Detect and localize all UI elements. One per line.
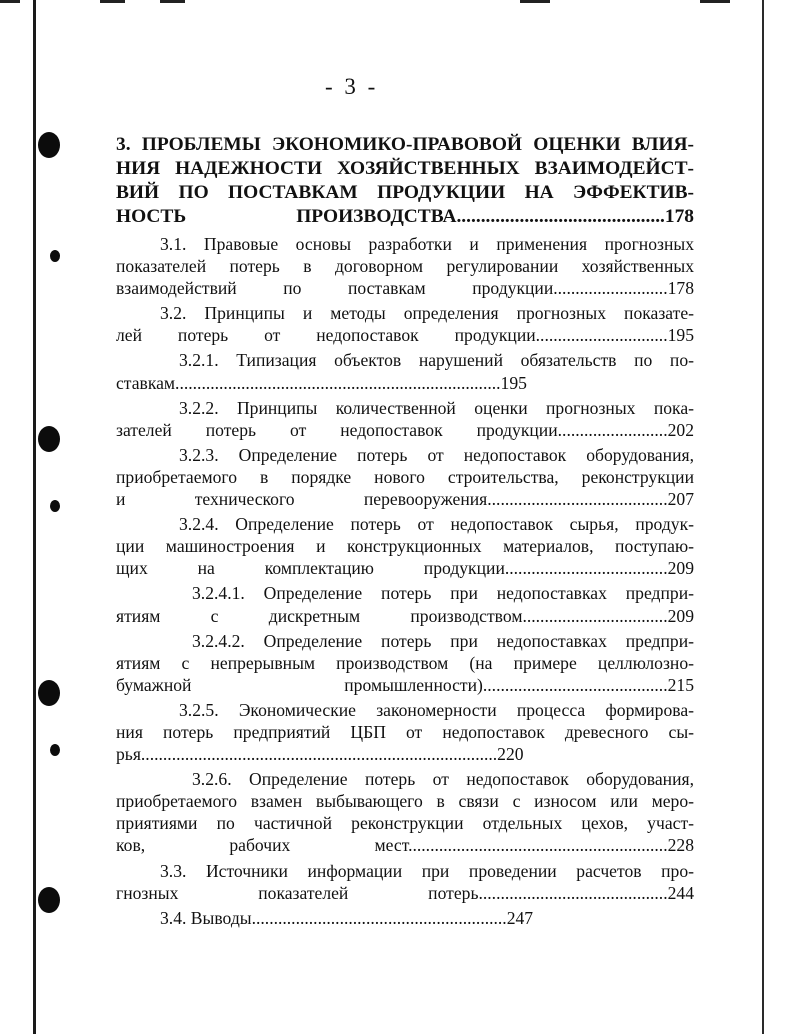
toc-line: гнозных показателей потерь...........................................244	[116, 882, 694, 903]
toc-entry-3-2-1	[116, 349, 694, 393]
toc-line: приобретаемого взамен выбывающего в связи с износом или меро-	[116, 791, 694, 812]
toc-line: 3.1. Правовые основы разработки и применения прогнозных	[160, 234, 694, 254]
toc-line: 3.2.4. Определение потерь от недопоставок сырья, продук-	[179, 514, 694, 535]
toc-line: 3.2.2. Принципы количественной оценки прогнозных пока-	[179, 397, 694, 418]
toc-line: бумажной промышленности)..........................................215	[116, 674, 694, 695]
toc-line: ятиям с дискретным производством.................................209	[116, 605, 694, 626]
toc-line: щих на комплектацию продукции.....................................209	[116, 558, 694, 579]
toc-entry-3-3	[116, 860, 694, 904]
toc-entry-3-2-6	[116, 768, 694, 856]
toc-line: 3.3. Источники информации при проведении расчетов про-	[160, 860, 694, 881]
toc-entry-3-2-4-1	[116, 582, 694, 626]
binder-hole-mark	[50, 250, 60, 262]
toc-line: 3.2.6. Определение потерь от недопоставок оборудования,	[192, 769, 694, 790]
scan-mark-top	[100, 0, 125, 3]
binder-hole	[38, 887, 60, 913]
toc-line: ния потерь предприятий ЦБП от недопоставок древесного сы-	[116, 721, 694, 742]
binder-hole-mark	[50, 500, 60, 512]
toc-entry-3-1	[116, 233, 694, 299]
toc-line: 3.4. Выводы..........................................................247	[160, 907, 534, 928]
scan-border-right	[762, 0, 764, 1034]
toc-line: 3.2.5. Экономические закономерности процесса формирова-	[179, 699, 694, 720]
toc-line: зателей потерь от недопоставок продукции.........................202	[116, 419, 694, 440]
binder-hole	[38, 426, 60, 452]
toc-entry-3-2	[116, 302, 694, 346]
toc-line: ятиям с непрерывным производством (на примере целлюлозно-	[116, 652, 694, 673]
toc-line: ков, рабочих мест...........................................................228	[116, 835, 694, 856]
toc-line: ставкам..........................................................................195	[116, 372, 527, 393]
binder-hole	[38, 680, 60, 706]
toc-line: ции машиностроения и конструкционных материалов, поступаю-	[116, 536, 694, 557]
toc-entry-3-2-3	[116, 444, 694, 510]
toc-line: приобретаемого в порядке нового строительства, реконструкции	[116, 466, 694, 487]
binder-hole	[38, 132, 60, 158]
toc-entry-3-2-4-2	[116, 630, 694, 696]
scan-mark-top	[160, 0, 185, 3]
toc-entry-3-2-5	[116, 699, 694, 765]
toc-line: 3.2.1. Типизация объектов нарушений обязательств по по-	[179, 350, 694, 371]
toc-line: приятиями по частичной реконструкции отдельных цехов, участ-	[116, 813, 694, 834]
toc-line: 3.2. Принципы и методы определения прогнозных показате-	[160, 303, 694, 324]
section-title-line: 3. ПРОБЛЕМЫ ЭКОНОМИКО-ПРАВОВОЙ ОЦЕНКИ ВЛИЯ-	[116, 134, 694, 155]
toc-line: рья.................................................................................220	[116, 744, 524, 765]
scan-border-left	[33, 0, 36, 1034]
section-title-line: ВИЙ ПО ПОСТАВКАМ ПРОДУКЦИИ НА ЭФФЕКТИВ-	[116, 182, 694, 203]
toc-line: взаимодействий по поставкам продукции..........................178	[116, 278, 694, 299]
toc-entry-3-4	[116, 907, 694, 929]
toc-entry-3-2-4	[116, 513, 694, 579]
section-title-line: НИЯ НАДЕЖНОСТИ ХОЗЯЙСТВЕННЫХ ВЗАИМОДЕЙСТ-	[116, 158, 694, 179]
page-number: - 3 -	[325, 74, 379, 99]
toc-line: и технического перевооружения.........................................207	[116, 489, 694, 510]
section-title	[116, 133, 694, 229]
scan-mark-top	[520, 0, 550, 3]
toc-line: показателей потерь в договорном регулировании хозяйственных	[116, 256, 694, 277]
scan-mark-top	[0, 0, 20, 3]
table-of-contents	[116, 133, 694, 929]
binder-hole-mark	[50, 744, 60, 756]
toc-line: лей потерь от недопоставок продукции..............................195	[116, 325, 694, 346]
toc-entry-3-2-2	[116, 397, 694, 441]
scan-mark-top	[700, 0, 730, 3]
section-title-line: НОСТЬ ПРОИЗВОДСТВА...........................................178	[116, 206, 694, 227]
toc-line: 3.2.3. Определение потерь от недопоставок оборудования,	[179, 444, 694, 465]
toc-line: 3.2.4.2. Определение потерь при недопоставках предпри-	[192, 630, 694, 651]
toc-line: 3.2.4.1. Определение потерь при недопоставках предпри-	[192, 583, 694, 604]
